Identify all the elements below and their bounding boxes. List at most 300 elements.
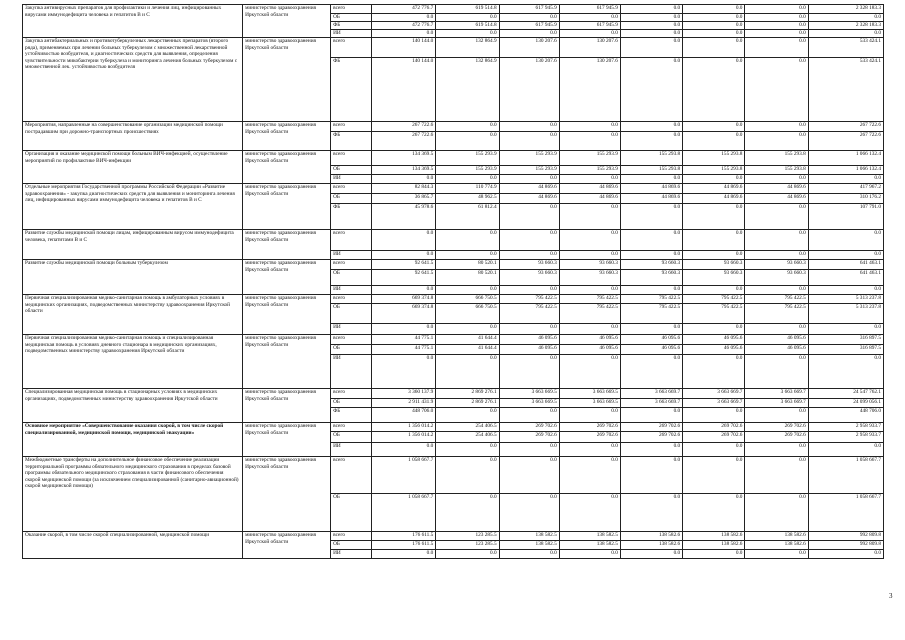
- executor-cell: министерство здравоохранения Иркутской области: [243, 151, 331, 184]
- total-value-cell: 2 328 183.3: [808, 5, 883, 14]
- year-value-cell: 795 422.5: [499, 304, 559, 324]
- total-value-cell: 417 967.2: [808, 184, 883, 194]
- year-value-cell: 155 293.9: [436, 151, 499, 166]
- year-value-cell: 0.0: [559, 132, 620, 151]
- year-value-cell: 44 775.1: [371, 335, 435, 345]
- executor-cell: министерство здравоохранения Иркутской области: [243, 335, 331, 389]
- total-value-cell: 0.0: [808, 324, 883, 335]
- year-value-cell: 0.0: [436, 457, 499, 494]
- total-value-cell: 0.0: [808, 443, 883, 457]
- funding-source-cell: всего: [331, 184, 372, 194]
- year-value-cell: 138 582.5: [559, 532, 620, 541]
- year-value-cell: 155 293.9: [499, 166, 559, 175]
- year-value-cell: 0.0: [745, 286, 808, 295]
- year-value-cell: 0.0: [745, 457, 808, 494]
- year-value-cell: 0.0: [559, 494, 620, 532]
- funding-source-cell: ОБ: [331, 270, 372, 286]
- funding-source-cell: ОБ: [331, 304, 372, 324]
- year-value-cell: 0.0: [683, 58, 745, 122]
- total-value-cell: 533 424.1: [808, 38, 883, 58]
- year-value-cell: 0.0: [620, 58, 682, 122]
- year-value-cell: 0.0: [745, 251, 808, 260]
- year-value-cell: 155 293.8: [620, 151, 682, 166]
- activity-name-cell: Межбюджетные трансферты на дополнительное финансовое обеспечение реализации территориальной программы обязательного медицинского страхования в пределах базовой программы обязательного медицинского страхования в части финансового обеспечения скорой медицинской помощи (за исключением специализированной (санитарно-авиационной) скорой медицинской помощи): [23, 457, 243, 532]
- year-value-cell: 82 844.3: [371, 184, 435, 194]
- funding-source-cell: ИИ: [331, 30, 372, 38]
- year-value-cell: 0.0: [683, 230, 745, 251]
- funding-source-cell: ОБ: [331, 541, 372, 550]
- year-value-cell: 46 095.6: [683, 335, 745, 345]
- year-value-cell: 0.0: [371, 14, 435, 22]
- funding-source-cell: ОБ: [331, 399, 372, 408]
- year-value-cell: 3 663 669.5: [559, 389, 620, 399]
- year-value-cell: 0.0: [436, 175, 499, 184]
- year-value-cell: 3 663 669.5: [499, 389, 559, 399]
- year-value-cell: 0.0: [559, 251, 620, 260]
- year-value-cell: 138 582.6: [745, 532, 808, 541]
- year-value-cell: 269 702.6: [745, 423, 808, 432]
- table-row: [23, 335, 884, 345]
- year-value-cell: 0.0: [499, 30, 559, 38]
- funding-source-cell: всего: [331, 423, 372, 432]
- year-value-cell: 44 869.6: [683, 184, 745, 194]
- year-value-cell: 155 293.8: [745, 151, 808, 166]
- year-value-cell: 1 058 667.7: [371, 457, 435, 494]
- executor-cell: министерство здравоохранения Иркутской области: [243, 38, 331, 122]
- year-value-cell: 140 144.0: [371, 38, 435, 58]
- year-value-cell: 44 775.1: [371, 345, 435, 355]
- year-value-cell: 669 374.8: [371, 304, 435, 324]
- year-value-cell: 0.0: [436, 286, 499, 295]
- year-value-cell: 93 660.3: [745, 270, 808, 286]
- year-value-cell: 0.0: [620, 230, 682, 251]
- year-value-cell: 155 293.9: [559, 166, 620, 175]
- funding-source-cell: всего: [331, 5, 372, 14]
- year-value-cell: 46 095.6: [745, 335, 808, 345]
- activity-name-cell: Первичная специализированная медико-санитарная помощь в амбулаторных условиях в медицинских организациях, подведомственных министерству здравоохранения Иркутской области: [23, 295, 243, 335]
- total-value-cell: 107 791.0: [808, 204, 883, 230]
- year-value-cell: 0.0: [559, 324, 620, 335]
- funding-source-cell: всего: [331, 295, 372, 304]
- year-value-cell: 48 962.5: [436, 194, 499, 204]
- year-value-cell: 0.0: [620, 457, 682, 494]
- year-value-cell: 46 095.6: [499, 345, 559, 355]
- year-value-cell: 0.0: [683, 22, 745, 30]
- year-value-cell: 2 911 431.9: [371, 399, 435, 408]
- total-value-cell: 992 809.8: [808, 541, 883, 550]
- total-value-cell: 641 463.1: [808, 270, 883, 286]
- year-value-cell: 0.0: [683, 324, 745, 335]
- year-value-cell: 44 869.6: [620, 184, 682, 194]
- year-value-cell: 130 207.6: [559, 38, 620, 58]
- year-value-cell: 155 293.9: [436, 166, 499, 175]
- year-value-cell: 0.0: [683, 408, 745, 423]
- year-value-cell: 0.0: [499, 122, 559, 132]
- year-value-cell: 0.0: [499, 550, 559, 559]
- funding-source-cell: всего: [331, 230, 372, 251]
- year-value-cell: 138 582.6: [683, 532, 745, 541]
- year-value-cell: 92 641.5: [371, 260, 435, 270]
- year-value-cell: 0.0: [499, 494, 559, 532]
- year-value-cell: 0.0: [683, 457, 745, 494]
- year-value-cell: 36 865.7: [371, 194, 435, 204]
- year-value-cell: 0.0: [436, 324, 499, 335]
- year-value-cell: 0.0: [745, 443, 808, 457]
- year-value-cell: 269 702.6: [683, 423, 745, 432]
- year-value-cell: 0.0: [683, 122, 745, 132]
- year-value-cell: 0.0: [499, 175, 559, 184]
- year-value-cell: 795 422.5: [620, 295, 682, 304]
- total-value-cell: 0.0: [808, 251, 883, 260]
- executor-cell: министерство здравоохранения Иркутской области: [243, 295, 331, 335]
- year-value-cell: 0.0: [620, 122, 682, 132]
- year-value-cell: 46 095.6: [620, 345, 682, 355]
- total-value-cell: 641 463.1: [808, 260, 883, 270]
- year-value-cell: 3 663 669.7: [683, 389, 745, 399]
- year-value-cell: 93 660.3: [499, 260, 559, 270]
- year-value-cell: 619 514.8: [436, 22, 499, 30]
- year-value-cell: 130 207.6: [499, 58, 559, 122]
- funding-source-cell: ФБ: [331, 22, 372, 30]
- year-value-cell: 93 660.3: [683, 260, 745, 270]
- funding-source-cell: ИИ: [331, 324, 372, 335]
- year-value-cell: 669 374.8: [371, 295, 435, 304]
- year-value-cell: 0.0: [499, 14, 559, 22]
- activity-name-cell: Специализированная медицинская помощь в стационарных условиях в медицинских организациях, подведомственных министерству здравоохранения Иркутской области: [23, 389, 243, 423]
- total-value-cell: 267 722.6: [808, 132, 883, 151]
- year-value-cell: 0.0: [436, 132, 499, 151]
- year-value-cell: 0.0: [559, 408, 620, 423]
- funding-source-cell: всего: [331, 260, 372, 270]
- year-value-cell: 619 514.8: [436, 5, 499, 14]
- year-value-cell: 617 945.9: [499, 22, 559, 30]
- year-value-cell: 93 660.3: [559, 270, 620, 286]
- total-value-cell: 5 313 237.8: [808, 304, 883, 324]
- page-number: 3: [889, 592, 893, 600]
- funding-source-cell: ФБ: [331, 58, 372, 122]
- year-value-cell: 138 582.6: [620, 532, 682, 541]
- year-value-cell: 795 422.5: [559, 295, 620, 304]
- year-value-cell: 795 422.5: [745, 304, 808, 324]
- year-value-cell: 0.0: [745, 132, 808, 151]
- year-value-cell: 3 663 669.7: [683, 399, 745, 408]
- year-value-cell: 0.0: [620, 14, 682, 22]
- executor-cell: министерство здравоохранения Иркутской области: [243, 423, 331, 457]
- year-value-cell: 269 702.6: [745, 432, 808, 443]
- year-value-cell: 0.0: [559, 30, 620, 38]
- year-value-cell: 0.0: [683, 494, 745, 532]
- year-value-cell: 80 520.1: [436, 270, 499, 286]
- total-value-cell: 0.0: [808, 14, 883, 22]
- year-value-cell: 0.0: [559, 175, 620, 184]
- year-value-cell: 0.0: [499, 132, 559, 151]
- funding-source-cell: ОБ: [331, 432, 372, 443]
- funding-source-cell: ОБ: [331, 345, 372, 355]
- year-value-cell: 795 422.5: [559, 304, 620, 324]
- table-row: [23, 457, 884, 494]
- year-value-cell: 254 406.5: [436, 423, 499, 432]
- year-value-cell: 0.0: [559, 14, 620, 22]
- total-value-cell: 1 066 132.4: [808, 166, 883, 175]
- activity-name-cell: Закупка антибактериальных и противотуберкулезных лекарственных препаратов (второго ряда), применяемых при лечении больных туберкулезом с множественной лекарственной устойчивостью возбудителя, и диагностических средств для выявления, определения чувствительности микобактерии туберкулеза и мониторинга лечения больных туберкулезом с множественной лек. устойчивостью возбудителя: [23, 38, 243, 122]
- year-value-cell: 44 869.6: [745, 184, 808, 194]
- year-value-cell: 45 978.6: [371, 204, 435, 230]
- year-value-cell: 1 356 014.2: [371, 423, 435, 432]
- funding-source-cell: ОБ: [331, 14, 372, 22]
- table-row: [23, 38, 884, 58]
- year-value-cell: 0.0: [620, 251, 682, 260]
- activity-name-cell: Отдельные мероприятия Государственной программы Российской Федерации «Развитие здравоохранения» - закупка диагностических средств для выявления и мониторинга лечения лиц, инфицированных вирусами иммунодефицита человека и гепатитов В и С: [23, 184, 243, 230]
- funding-source-cell: всего: [331, 457, 372, 494]
- year-value-cell: 0.0: [436, 443, 499, 457]
- year-value-cell: 0.0: [436, 14, 499, 22]
- activity-name-cell: Первичная специализированная медико-санитарная помощь и специализированная медицинская помощь в условиях дневного стационара в медицинских организациях, подведомственных министерству здравоохранения Иркутской области: [23, 335, 243, 389]
- funding-source-cell: ИИ: [331, 175, 372, 184]
- year-value-cell: 0.0: [683, 286, 745, 295]
- year-value-cell: 46 095.6: [745, 345, 808, 355]
- year-value-cell: 130 207.6: [559, 58, 620, 122]
- year-value-cell: 0.0: [683, 175, 745, 184]
- total-value-cell: 24 547 762.1: [808, 389, 883, 399]
- year-value-cell: 472 776.7: [371, 22, 435, 30]
- funding-source-cell: ОБ: [331, 194, 372, 204]
- year-value-cell: 155 293.8: [683, 151, 745, 166]
- executor-cell: министерство здравоохранения Иркутской области: [243, 532, 331, 559]
- year-value-cell: 0.0: [745, 5, 808, 14]
- year-value-cell: 93 660.3: [499, 270, 559, 286]
- year-value-cell: 130 207.6: [499, 38, 559, 58]
- year-value-cell: 0.0: [371, 355, 435, 389]
- year-value-cell: 92 641.5: [371, 270, 435, 286]
- year-value-cell: 3 663 669.5: [499, 399, 559, 408]
- executor-cell: министерство здравоохранения Иркутской области: [243, 122, 331, 151]
- total-value-cell: 316 897.5: [808, 335, 883, 345]
- year-value-cell: 44 869.6: [559, 184, 620, 194]
- year-value-cell: 2 869 276.1: [436, 389, 499, 399]
- year-value-cell: 269 702.6: [559, 423, 620, 432]
- year-value-cell: 0.0: [620, 443, 682, 457]
- table-row: [23, 151, 884, 166]
- table-row: [23, 423, 884, 432]
- year-value-cell: 134 369.5: [371, 151, 435, 166]
- year-value-cell: 617 945.9: [559, 22, 620, 30]
- year-value-cell: 0.0: [683, 443, 745, 457]
- year-value-cell: 0.0: [436, 550, 499, 559]
- year-value-cell: 138 582.5: [559, 541, 620, 550]
- year-value-cell: 123 285.5: [436, 532, 499, 541]
- year-value-cell: 0.0: [436, 122, 499, 132]
- year-value-cell: 176 611.5: [371, 541, 435, 550]
- year-value-cell: 0.0: [620, 355, 682, 389]
- year-value-cell: 3 663 669.7: [620, 389, 682, 399]
- year-value-cell: 80 520.1: [436, 260, 499, 270]
- table-row: [23, 122, 884, 132]
- year-value-cell: 0.0: [499, 355, 559, 389]
- year-value-cell: 472 776.7: [371, 5, 435, 14]
- year-value-cell: 2 869 276.1: [436, 399, 499, 408]
- year-value-cell: 0.0: [683, 14, 745, 22]
- year-value-cell: 3 663 669.7: [745, 389, 808, 399]
- year-value-cell: 0.0: [745, 30, 808, 38]
- year-value-cell: 0.0: [745, 22, 808, 30]
- year-value-cell: 46 095.6: [499, 335, 559, 345]
- year-value-cell: 0.0: [745, 355, 808, 389]
- year-value-cell: 0.0: [499, 408, 559, 423]
- year-value-cell: 269 702.6: [683, 432, 745, 443]
- year-value-cell: 155 293.8: [683, 166, 745, 175]
- funding-source-cell: всего: [331, 38, 372, 58]
- funding-source-cell: всего: [331, 335, 372, 345]
- year-value-cell: 0.0: [745, 324, 808, 335]
- executor-cell: министерство здравоохранения Иркутской области: [243, 5, 331, 38]
- year-value-cell: 0.0: [371, 286, 435, 295]
- table-row: [23, 532, 884, 541]
- budget-table-page: [22, 4, 884, 559]
- year-value-cell: 138 582.6: [745, 541, 808, 550]
- year-value-cell: 254 406.5: [436, 432, 499, 443]
- total-value-cell: 0.0: [808, 230, 883, 251]
- year-value-cell: 1 058 667.7: [371, 494, 435, 532]
- year-value-cell: 0.0: [436, 355, 499, 389]
- year-value-cell: 138 582.5: [499, 541, 559, 550]
- year-value-cell: 0.0: [436, 230, 499, 251]
- year-value-cell: 138 582.6: [683, 541, 745, 550]
- year-value-cell: 1 356 014.2: [371, 432, 435, 443]
- year-value-cell: 0.0: [745, 14, 808, 22]
- year-value-cell: 0.0: [559, 230, 620, 251]
- funding-source-cell: ФБ: [331, 132, 372, 151]
- year-value-cell: 46 095.6: [559, 345, 620, 355]
- total-value-cell: 533 424.1: [808, 58, 883, 122]
- total-value-cell: 1 058 667.7: [808, 457, 883, 494]
- year-value-cell: 795 422.5: [745, 295, 808, 304]
- total-value-cell: 24 099 056.1: [808, 399, 883, 408]
- year-value-cell: 93 660.3: [620, 260, 682, 270]
- year-value-cell: 0.0: [745, 408, 808, 423]
- year-value-cell: 0.0: [499, 251, 559, 260]
- total-value-cell: 0.0: [808, 286, 883, 295]
- activity-name-cell: Мероприятия, направленные на совершенствование организации медицинской помощи пострадавшим при дорожно-транспортных происшествиях: [23, 122, 243, 151]
- year-value-cell: 0.0: [371, 443, 435, 457]
- year-value-cell: 93 660.3: [559, 260, 620, 270]
- year-value-cell: 0.0: [436, 494, 499, 532]
- year-value-cell: 3 360 137.9: [371, 389, 435, 399]
- year-value-cell: 0.0: [436, 408, 499, 423]
- year-value-cell: 0.0: [559, 550, 620, 559]
- year-value-cell: 0.0: [620, 494, 682, 532]
- year-value-cell: 0.0: [683, 251, 745, 260]
- year-value-cell: 123 285.5: [436, 541, 499, 550]
- year-value-cell: 267 722.6: [371, 132, 435, 151]
- year-value-cell: 0.0: [683, 550, 745, 559]
- activity-name-cell: Оказание скорой, в том числе скорой специализированной, медицинской помощи: [23, 532, 243, 559]
- total-value-cell: 0.0: [808, 355, 883, 389]
- table-row: [23, 5, 884, 14]
- year-value-cell: 44 869.6: [745, 194, 808, 204]
- year-value-cell: 44 869.6: [683, 194, 745, 204]
- funding-source-cell: ОБ: [331, 494, 372, 532]
- executor-cell: министерство здравоохранения Иркутской области: [243, 457, 331, 532]
- year-value-cell: 0.0: [620, 132, 682, 151]
- year-value-cell: 0.0: [499, 286, 559, 295]
- total-value-cell: 310 176.2: [808, 194, 883, 204]
- year-value-cell: 795 422.5: [683, 295, 745, 304]
- year-value-cell: 795 422.5: [499, 295, 559, 304]
- year-value-cell: 0.0: [559, 443, 620, 457]
- funding-source-cell: ИИ: [331, 251, 372, 260]
- year-value-cell: 0.0: [499, 457, 559, 494]
- table-row: [23, 230, 884, 251]
- year-value-cell: 138 582.6: [620, 541, 682, 550]
- total-value-cell: 0.0: [808, 30, 883, 38]
- year-value-cell: 0.0: [371, 30, 435, 38]
- year-value-cell: 0.0: [559, 204, 620, 230]
- year-value-cell: 269 702.6: [620, 423, 682, 432]
- year-value-cell: 46 095.6: [559, 335, 620, 345]
- funding-source-cell: ИИ: [331, 355, 372, 389]
- year-value-cell: 666 750.5: [436, 304, 499, 324]
- year-value-cell: 0.0: [620, 5, 682, 14]
- funding-source-cell: ФБ: [331, 408, 372, 423]
- year-value-cell: 0.0: [745, 58, 808, 122]
- year-value-cell: 0.0: [499, 204, 559, 230]
- funding-source-cell: всего: [331, 151, 372, 166]
- year-value-cell: 46 095.6: [683, 345, 745, 355]
- year-value-cell: 93 660.3: [745, 260, 808, 270]
- year-value-cell: 267 722.6: [371, 122, 435, 132]
- year-value-cell: 0.0: [683, 132, 745, 151]
- year-value-cell: 0.0: [745, 204, 808, 230]
- year-value-cell: 0.0: [499, 230, 559, 251]
- year-value-cell: 132 864.9: [436, 38, 499, 58]
- funding-source-cell: ИИ: [331, 443, 372, 457]
- year-value-cell: 0.0: [620, 38, 682, 58]
- year-value-cell: 0.0: [620, 408, 682, 423]
- year-value-cell: 0.0: [620, 324, 682, 335]
- year-value-cell: 269 702.6: [499, 432, 559, 443]
- year-value-cell: 140 144.0: [371, 58, 435, 122]
- year-value-cell: 155 293.8: [745, 166, 808, 175]
- year-value-cell: 269 702.6: [499, 423, 559, 432]
- total-value-cell: 267 722.6: [808, 122, 883, 132]
- total-value-cell: 2 958 933.7: [808, 423, 883, 432]
- year-value-cell: 617 945.9: [499, 5, 559, 14]
- total-value-cell: 316 897.5: [808, 345, 883, 355]
- year-value-cell: 0.0: [683, 38, 745, 58]
- year-value-cell: 0.0: [683, 204, 745, 230]
- year-value-cell: 0.0: [745, 175, 808, 184]
- activity-name-cell: Основное мероприятие «Совершенствование оказания скорой, в том числе скорой специализированной, медицинской помощи, медицинской эвакуации»: [23, 423, 243, 457]
- year-value-cell: 41 644.4: [436, 345, 499, 355]
- total-value-cell: 0.0: [808, 550, 883, 559]
- year-value-cell: 155 293.8: [620, 166, 682, 175]
- year-value-cell: 132 864.9: [436, 58, 499, 122]
- funding-source-cell: ОБ: [331, 166, 372, 175]
- total-value-cell: 5 313 237.8: [808, 295, 883, 304]
- total-value-cell: 2 328 183.3: [808, 22, 883, 30]
- total-value-cell: 1 066 132.4: [808, 151, 883, 166]
- year-value-cell: 0.0: [436, 251, 499, 260]
- year-value-cell: 61 812.4: [436, 204, 499, 230]
- table-row: [23, 389, 884, 399]
- year-value-cell: 0.0: [683, 5, 745, 14]
- activity-name-cell: Развитие службы медицинской помощи лицам, инфицированным вирусом иммунодефицита человека, гепатитами В и С: [23, 230, 243, 260]
- year-value-cell: 0.0: [499, 324, 559, 335]
- year-value-cell: 269 702.6: [620, 432, 682, 443]
- funding-source-cell: всего: [331, 532, 372, 541]
- year-value-cell: 0.0: [559, 355, 620, 389]
- table-row: [23, 260, 884, 270]
